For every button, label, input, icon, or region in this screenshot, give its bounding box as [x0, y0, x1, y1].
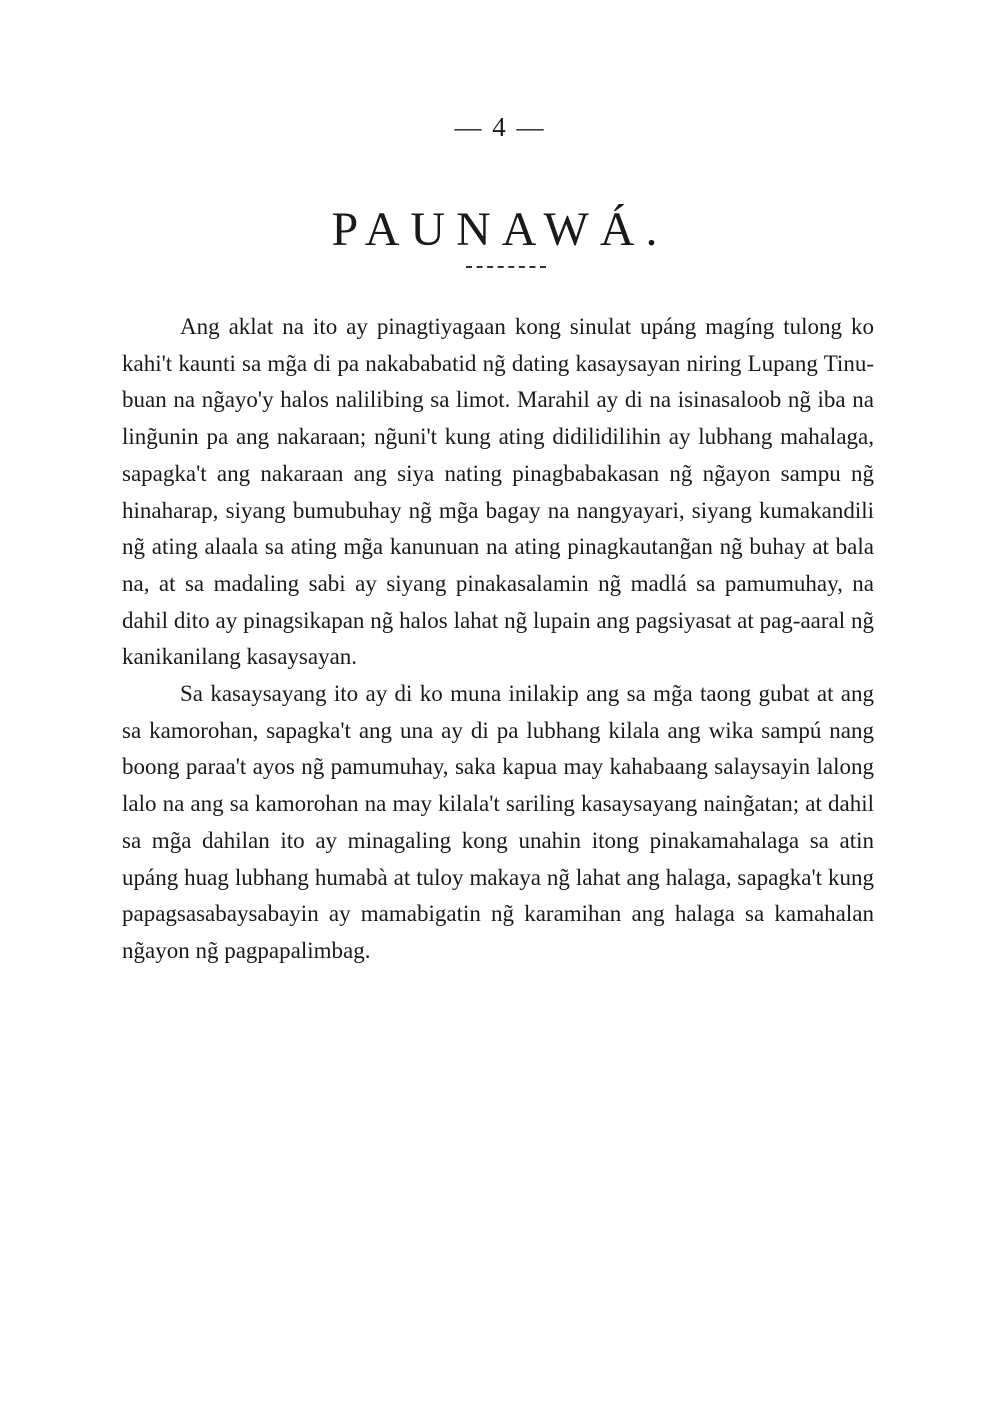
- page-title: PAUNAWÁ.: [331, 203, 669, 256]
- page-number: — 4 —: [454, 112, 546, 142]
- body-text: [122, 309, 874, 970]
- paragraph-2: Sa kasaysayang ito ay di ko muna inilakip ang sa mg̃a taong gubat at ang sa kamorohan, sapagka't ang una ay di pa lubhang kilala ang wika sampú nang boong paraa't ayos ng̃ pamumuhay, saka kapua may kahabaang salaysayin lalong lalo na ang sa kamorohan na may kilala't sariling kasaysayang naing̃atan; at dahil sa mg̃a dahilan ito ay minagaling kong unahin itong pinakamahalaga sa atin upáng huag lubhang humabà at tuloy makaya ng̃ lahat ang halaga, sapagka't kung papagsasabaysabayin ay mamabigatin ng̃ karamihan ang halaga sa kamahalan ng̃ayon ng̃ pagpapalimbag.: [122, 681, 874, 963]
- title-divider: [466, 266, 546, 268]
- paragraph-1: Ang aklat na ito ay pinagtiyagaan kong sinulat upáng magíng tulong ko kahi't kaunti sa mg̃a di pa nakababatid ng̃ dating kasaysayan niring Lupang Tinubuan na ng̃ayo'y halos nalilibing sa limot. Marahil ay di na isinasaloob ng̃ iba na ling̃unin pa ang nakaraan; ng̃uni't kung ating didilidilihin ay lubhang mahalaga, sapagka't ang nakaraan ang siya nating pinagbabakasan ng̃ ng̃ayon sampu ng̃ hinaharap, siyang bumubuhay ng̃ mg̃a bagay na nangyayari, siyang kumakandili ng̃ ating alaala sa ating mg̃a kanunuan na ating pinagkautang̃an ng̃ buhay at bala na, at sa madaling sabi ay siyang pinakasalamin ng̃ madlá sa pamumuhay, na dahil dito ay pinagsikapan ng̃ halos lahat ng̃ lupain ang pagsiyasat at pag-aaral ng̃ kanikanilang kasaysayan.: [122, 314, 874, 670]
